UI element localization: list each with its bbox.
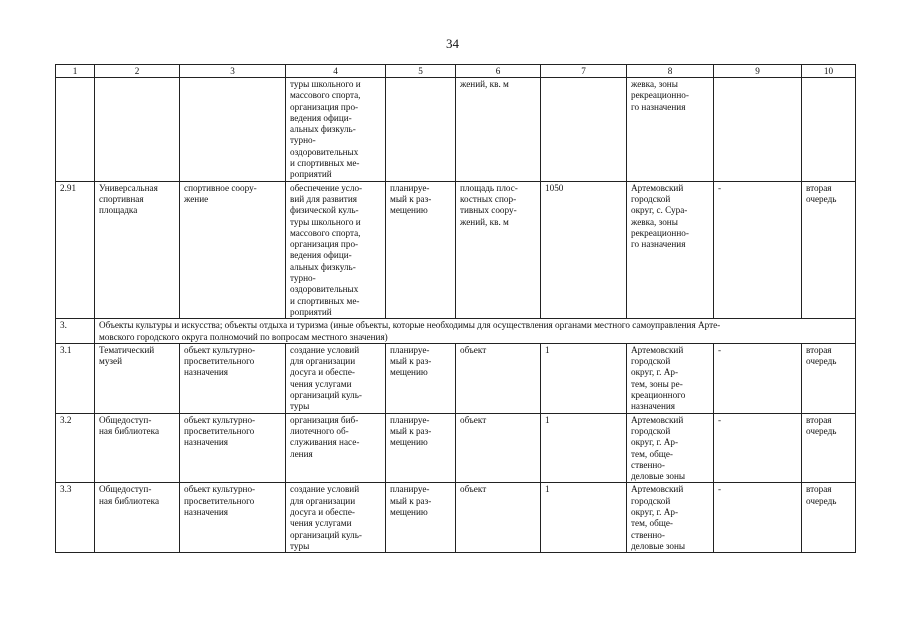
table-cell-col-5: планируе- мый к раз- мещению: [386, 181, 456, 319]
table-row: [56, 78, 856, 182]
table-cell-col-3: [180, 78, 286, 182]
section-row: [56, 319, 856, 344]
section-number: 3.: [56, 319, 95, 344]
table-cell-col-7: 1: [541, 413, 627, 483]
header-cell: 9: [714, 65, 802, 78]
table-cell-col-4: создание условий для организации досуга и обеспе- чения услугами организаций куль- туры: [286, 483, 386, 553]
table-cell-col-5: планируе- мый к раз- мещению: [386, 413, 456, 483]
table-cell-col-4: туры школьного и массового спорта, организация про- ведения офици- альных физкуль- турно- оздоровительных и спортивных ме- роприятий: [286, 78, 386, 182]
table-cell-col-7: 1050: [541, 181, 627, 319]
table-cell-col-8: Артемовский городской округ, г. Ар- тем, обще- ственно- деловые зоны: [627, 413, 714, 483]
page-number: 34: [446, 36, 459, 51]
table-cell-col-5: [386, 78, 456, 182]
header-cell: 6: [456, 65, 541, 78]
table-cell-col-3: спортивное соору- жение: [180, 181, 286, 319]
header-cell: 2: [95, 65, 180, 78]
header-cell: 8: [627, 65, 714, 78]
table-cell-col-4: организация биб- лиотечного об- служивания насе- ления: [286, 413, 386, 483]
table-cell-col-9: -: [714, 181, 802, 319]
table-cell-col-2: Универсальная спортивная площадка: [95, 181, 180, 319]
table-cell-col-10: вторая очередь: [802, 413, 856, 483]
table-cell-col-8: Артемовский городской округ, г. Ар- тем, обще- ственно- деловые зоны: [627, 483, 714, 553]
header-row: [56, 65, 856, 78]
table-row: [56, 413, 856, 483]
table-cell-col-7: 1: [541, 343, 627, 413]
header-cell: 10: [802, 65, 856, 78]
table-cell-col-8: жевка, зоны рекреационно- го назначения: [627, 78, 714, 182]
table-cell-col-9: -: [714, 343, 802, 413]
header-cell: 5: [386, 65, 456, 78]
table-cell-col-9: [714, 78, 802, 182]
table-cell-col-4: создание условий для организации досуга и обеспе- чения услугами организаций куль- туры: [286, 343, 386, 413]
document-table: [55, 64, 856, 553]
table-cell-col-6: площадь плос- костных спор- тивных соору- жений, кв. м: [456, 181, 541, 319]
table-cell-col-2: Общедоступ- ная библиотека: [95, 413, 180, 483]
table-cell-col-1: 3.1: [56, 343, 95, 413]
table-row: [56, 483, 856, 553]
table-cell-col-9: -: [714, 483, 802, 553]
table-cell-col-10: [802, 78, 856, 182]
table-cell-col-10: вторая очередь: [802, 483, 856, 553]
header-cell: 4: [286, 65, 386, 78]
table-cell-col-1: 3.3: [56, 483, 95, 553]
table-cell-col-3: объект культурно- просветительного назначения: [180, 483, 286, 553]
table-cell-col-7: 1: [541, 483, 627, 553]
table-cell-col-5: планируе- мый к раз- мещению: [386, 343, 456, 413]
table-cell-col-4: обеспечение усло- вий для развития физической куль- туры школьного и массового спорта, организация про- ведения офици- альных физкуль- турно- оздоровительных и спортивных ме- роприятий: [286, 181, 386, 319]
table-cell-col-10: вторая очередь: [802, 181, 856, 319]
table-cell-col-2: Общедоступ- ная библиотека: [95, 483, 180, 553]
table-row: [56, 181, 856, 319]
table-cell-col-6: объект: [456, 343, 541, 413]
table-cell-col-1: 3.2: [56, 413, 95, 483]
header-cell: 1: [56, 65, 95, 78]
table-cell-col-6: жений, кв. м: [456, 78, 541, 182]
table-cell-col-2: Тематический музей: [95, 343, 180, 413]
table-cell-col-3: объект культурно- просветительного назначения: [180, 413, 286, 483]
table-row: [56, 343, 856, 413]
table-cell-col-1: [56, 78, 95, 182]
header-cell: 7: [541, 65, 627, 78]
table-cell-col-8: Артемовский городской округ, с. Сура- жевка, зоны рекреационно- го назначения: [627, 181, 714, 319]
header-cell: 3: [180, 65, 286, 78]
table-cell-col-3: объект культурно- просветительного назначения: [180, 343, 286, 413]
table-cell-col-7: [541, 78, 627, 182]
section-title: Объекты культуры и искусства; объекты отдыха и туризма (иные объекты, которые необходимы для осуществления органами местного самоуправления Арте- мовского городского округа полномочий по вопросам местного значения): [95, 319, 856, 344]
table-cell-col-9: -: [714, 413, 802, 483]
table-cell-col-1: 2.91: [56, 181, 95, 319]
table-cell-col-6: объект: [456, 483, 541, 553]
table-cell-col-6: объект: [456, 413, 541, 483]
table-cell-col-10: вторая очередь: [802, 343, 856, 413]
table-cell-col-5: планируе- мый к раз- мещению: [386, 483, 456, 553]
table-cell-col-2: [95, 78, 180, 182]
table-body: [56, 65, 856, 553]
table-cell-col-8: Артемовский городской округ, г. Ар- тем, зоны ре- креационного назначения: [627, 343, 714, 413]
